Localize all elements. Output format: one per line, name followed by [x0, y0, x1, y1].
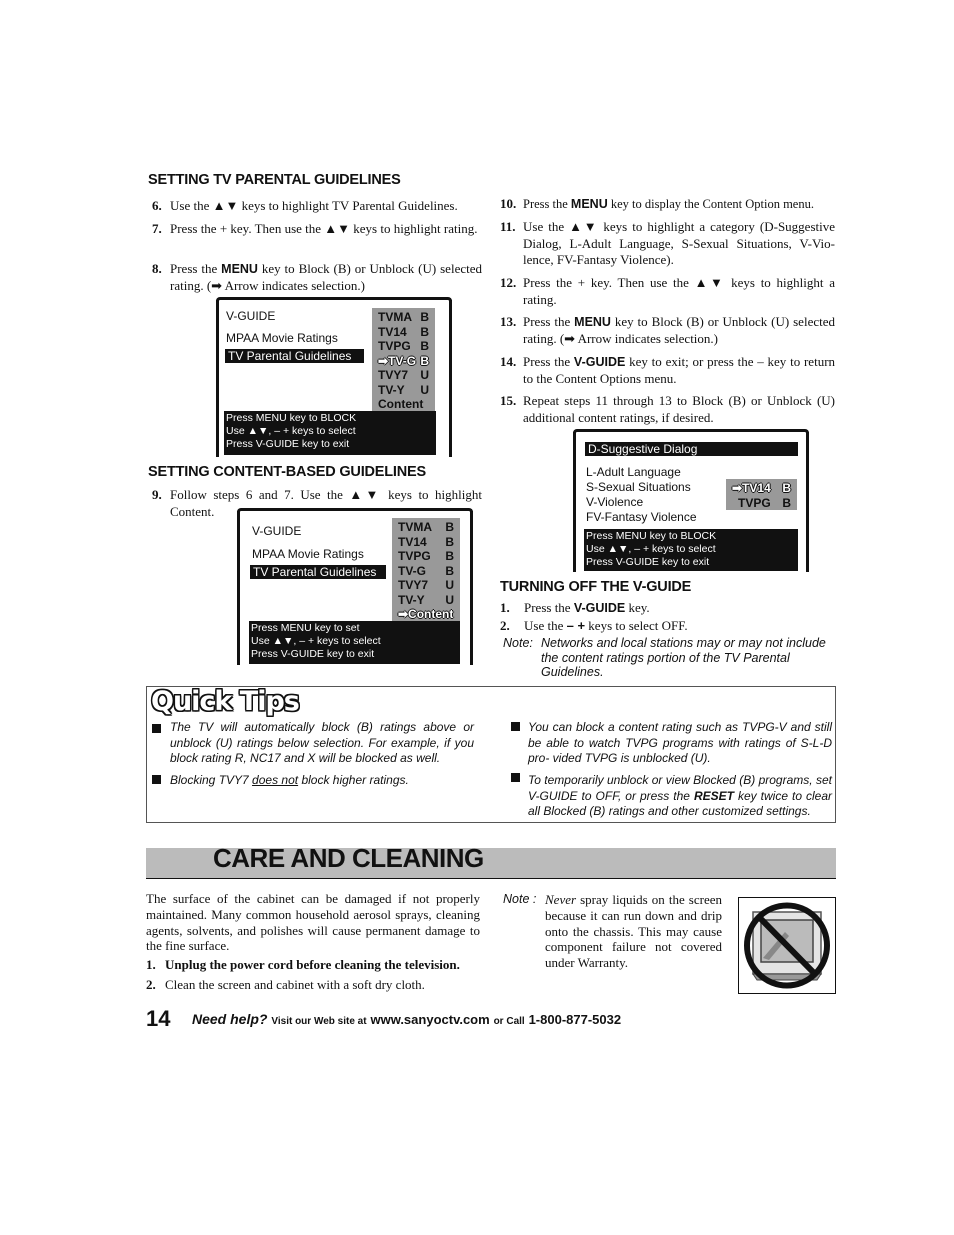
no-spray-warning-icon: [738, 897, 836, 994]
rating-row: TVPG B: [378, 339, 429, 353]
care-step-1: 1. Unplug the power cord before cleaning the television.: [146, 957, 460, 972]
section-heading-content-based: SETTING CONTENT-BASED GUIDELINES: [148, 464, 426, 480]
osd-vguide-label: V-GUIDE: [252, 524, 302, 538]
step-11: 11. Use the ▲▼ keys to highlight a category (D-Suggestive Dialog, L-Adult Language, S-Sexual Situations, V-Vio- lence, FV-Fantasy Violence).: [500, 219, 835, 267]
osd-category-highlight: D-Suggestive Dialog: [585, 442, 798, 456]
osd-mpaa-label: MPAA Movie Ratings: [252, 547, 364, 561]
osd-hint-box: Press MENU key to BLOCK Use ▲▼, – + keys to select Press V-GUIDE key to exit: [584, 529, 798, 571]
care-paragraph: The surface of the cabinet can be damaged if not properly maintained. Many common household aerosol sprays, cleaning agents, solvents, and polishes will cause permanent damage to the fine surface.: [146, 891, 480, 954]
osd-category: S-Sexual Situations: [586, 480, 691, 494]
turnoff-step-2: 2. Use the – + keys to select OFF.: [500, 618, 688, 633]
osd-category: L-Adult Language: [586, 465, 681, 479]
tip-tvy7: Blocking TVY7 does not block higher ratings.: [170, 773, 409, 787]
tip-block-content: You can block a content rating such as TVPG-V and still be able to watch TVPG programs with ratings of S-L-D pro- vided TVPG is unblocked (U).: [528, 720, 832, 766]
osd-tv-parental-highlight: TV Parental Guidelines: [225, 349, 364, 363]
rating-row: TV14 B: [398, 534, 454, 549]
rating-row-selected: ➡TV-G B: [378, 353, 429, 368]
step-9: 9. Follow steps 6 and 7. Use the ▲▼ keys to highlight Content.: [152, 487, 482, 519]
footer-help-line: Need help? Visit our Web site at www.sanyoctv.com or Call 1-800-877-5032: [192, 1011, 622, 1027]
step-12: 12. Press the + key. Then use the ▲▼ keys to highlight a rating.: [500, 275, 835, 307]
step-7: 7. Press the + key. Then use the ▲▼ keys to highlight rating.: [152, 221, 478, 236]
rating-row-selected: ➡Content: [398, 607, 454, 621]
rating-row: Content: [378, 397, 424, 411]
osd-hint-box: Press MENU key to set Use ▲▼, – + keys to select Press V-GUIDE key to exit: [249, 621, 460, 664]
rating-row: TV-G B: [398, 563, 454, 578]
osd-vguide-label: V-GUIDE: [226, 309, 276, 323]
osd-ratings-list: [726, 479, 797, 510]
care-step-2: 2. Clean the screen and cabinet with a soft dry cloth.: [146, 977, 425, 992]
page-number: 14: [146, 1006, 171, 1031]
rating-row-selected: ➡TV14 B: [732, 481, 791, 495]
rating-row: TV14 B: [378, 324, 429, 339]
osd-ratings-list: [392, 518, 460, 623]
website-link: www.sanyoctv.com: [370, 1012, 490, 1027]
rating-row: TVPG B: [398, 549, 454, 563]
osd-category: V-Violence: [586, 495, 644, 509]
osd-screen-parental: [216, 300, 452, 457]
tip-temporary-unblock: To temporarily unblock or view Blocked (B) programs, set V-GUIDE to OFF, or press the RESET key twice to clear all Blocked (B) ratings and other customized settings.: [528, 773, 832, 819]
quick-tips-title: Quick Tips: [151, 686, 299, 717]
rating-row: TVY7 U: [378, 368, 429, 382]
square-bullet-icon: [511, 773, 520, 782]
section-heading-turning-off: TURNING OFF THE V-GUIDE: [500, 579, 692, 595]
rating-row: TVMA B: [398, 520, 454, 534]
square-bullet-icon: [152, 724, 161, 733]
rating-row: TV-Y U: [378, 382, 429, 397]
rating-row: TV-Y U: [398, 592, 454, 607]
rating-row: TVPG B: [738, 495, 791, 510]
tip-auto-block: The TV will automatically block (B) ratings above or unblock (U) ratings below selection. For example, if you block rating R, NC17 and X will be blocked as well.: [170, 720, 474, 766]
quick-tips-box: [146, 686, 836, 823]
square-bullet-icon: [511, 722, 520, 731]
osd-screen-content-options: [573, 432, 809, 572]
section-heading-tv-parental: SETTING TV PARENTAL GUIDELINES: [148, 172, 401, 188]
care-note: Never spray liquids on the screen because it can run down and drip onto the chassis. This may cause component failure not covered under Warranty.: [545, 892, 722, 971]
osd-mpaa-label: MPAA Movie Ratings: [226, 331, 338, 345]
step-8: 8. Press the MENU key to Block (B) or Unblock (U) selected rating. (➡ Arrow indicates selection.): [152, 261, 482, 293]
rating-row: TVY7 U: [398, 578, 454, 592]
osd-tv-parental-highlight: TV Parental Guidelines: [250, 565, 386, 579]
square-bullet-icon: [152, 775, 161, 784]
care-note-label: Note :: [503, 892, 537, 906]
step-15: 15. Repeat steps 11 through 13 to Block (B) or Unblock (U) additional content ratings, if desired.: [500, 393, 835, 425]
care-title: CARE AND CLEANING: [213, 843, 484, 873]
step-6: 6. Use the ▲▼ keys to highlight TV Parental Guidelines.: [152, 198, 458, 213]
turnoff-step-1: 1. Press the V-GUIDE key.: [500, 600, 650, 615]
osd-screen-content: [237, 511, 473, 665]
step-13: 13. Press the MENU key to Block (B) or Unblock (U) selected rating. (➡ Arrow indicates selection.): [500, 314, 835, 346]
step-14: 14. Press the V-GUIDE key to exit; or press the – key to return to the Content Options menu.: [500, 354, 836, 386]
osd-hint-box: Press MENU key to BLOCK Use ▲▼, – + keys to select Press V-GUIDE key to exit: [224, 411, 436, 455]
phone-number: 1-800-877-5032: [528, 1012, 622, 1027]
rating-row: TVMA B: [378, 310, 429, 324]
osd-category: FV-Fantasy Violence: [586, 510, 697, 524]
step-10: 10. Press the MENU key to display the Content Option menu.: [500, 196, 814, 211]
osd-ratings-list: [372, 308, 435, 412]
note-content-ratings: Note: Networks and local stations may or may not include the content ratings portion of the TV Parental Guidelines.: [503, 636, 826, 679]
